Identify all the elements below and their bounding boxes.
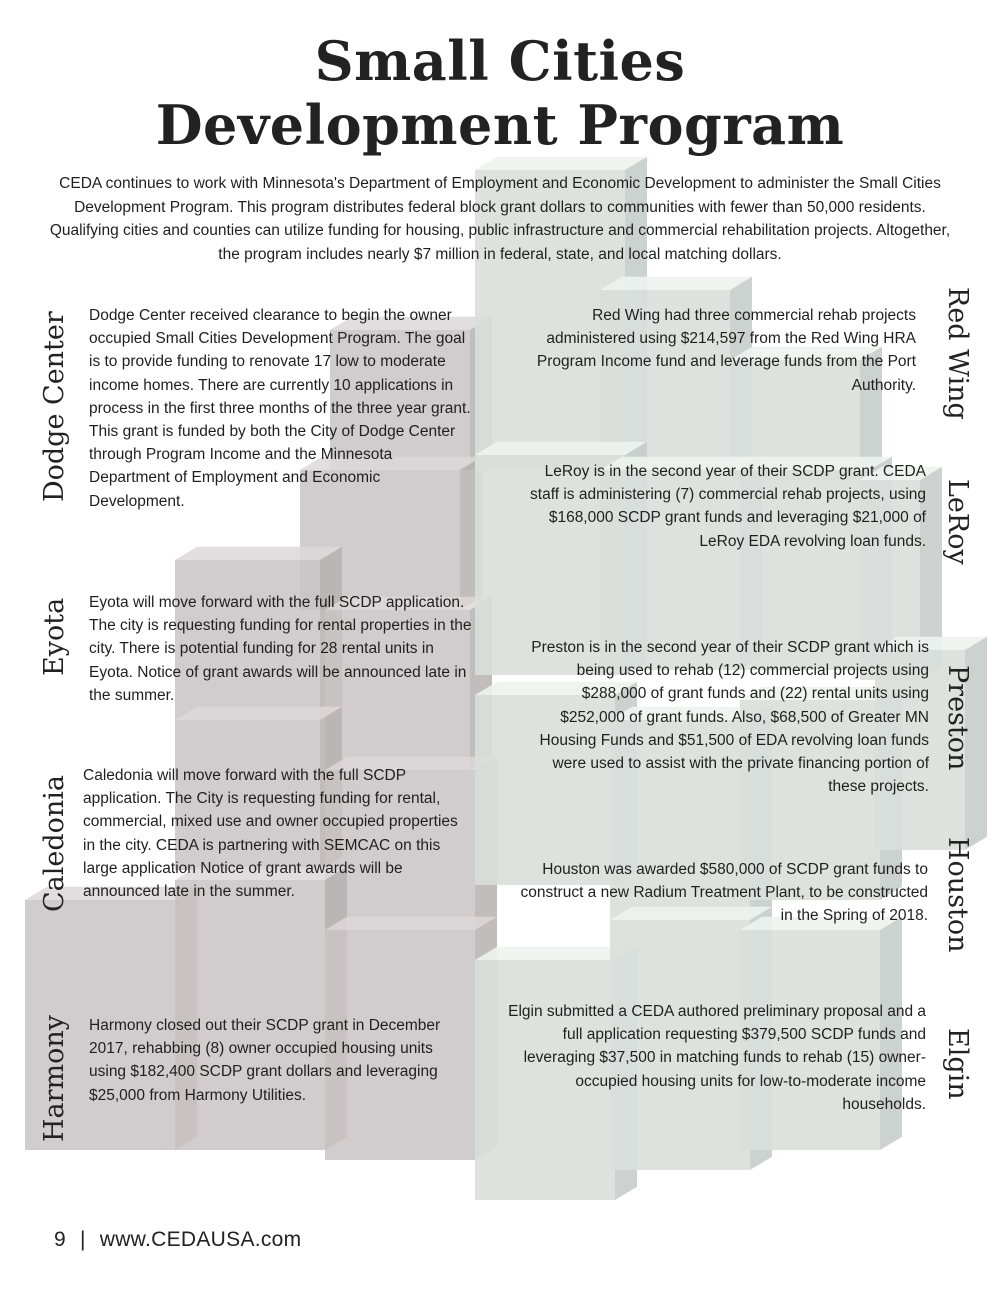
page-title-line-1: Small Cities — [314, 29, 686, 93]
city-label-leroy: LeRoy — [942, 479, 973, 565]
website-link[interactable]: www.CEDAUSA.com — [99, 1228, 302, 1251]
city-label-preston: Preston — [942, 665, 973, 771]
block-face — [475, 442, 647, 455]
caledonia-paragraph: Caledonia will move forward with the full SCDP application. The City is requesting funding for rental, commercial, mixed use and owner occupied properties in the city. CEDA is partnering with SEMCAC on this large application Notice of grant awards will be announced late in the summer. — [83, 767, 458, 901]
red-wing-paragraph: Red Wing had three commercial rehab projects administered using $214,597 from the Red Wing HRA Program Income fund and leverage funds from the Port Authority. — [536, 307, 916, 394]
city-label-houston: Houston — [942, 837, 973, 953]
block-face — [325, 917, 497, 930]
city-label-caledonia: Caledonia — [39, 774, 70, 912]
city-label-eyota: Eyota — [39, 597, 70, 676]
block-face — [175, 547, 342, 560]
page-footer — [54, 1228, 301, 1252]
dodge-center-paragraph: Dodge Center received clearance to begin the owner occupied Small Cities Development Program. The goal is to provide funding to renovate 17 low to moderate income homes. There are currently 10 applications in process in the first three months of the three year grant. This grant is funded by both the City of Dodge Center through Program Income and the Minnesota Department of Employment and Economic Development. — [89, 307, 471, 510]
houston-paragraph: Houston was awarded $580,000 of SCDP grant funds to construct a new Radium Treatment Plant, to be constructed in the Spring of 2018. — [520, 861, 928, 925]
leroy-paragraph: LeRoy is in the second year of their SCDP grant. CEDA staff is administering (7) commercial rehab projects, using $168,000 SCDP grant funds and leveraging $21,000 of LeRoy EDA revolving loan funds. — [530, 463, 926, 550]
block-face — [175, 707, 342, 720]
city-label-harmony: Harmony — [39, 1014, 70, 1142]
city-label-dodge-center: Dodge Center — [39, 311, 70, 502]
city-label-red-wing: Red Wing — [942, 287, 973, 420]
preston-paragraph: Preston is in the second year of their SCDP grant which is being used to rehab (12) commercial projects using $288,000 of grant funds and (22) rental units using $252,000 of grant funds. Also, $68,500 of Greater MN Housing Funds and $51,500 of EDA revolving loan funds were used to assist with the private financing portion of these projects. — [531, 639, 929, 796]
page-number: 9 — [54, 1228, 66, 1251]
eyota-paragraph: Eyota will move forward with the full SCDP application. The city is requesting funding for rental properties in the city. There is potential funding for 28 rental units in Eyota. Notice of grant awards will be announced late in the summer. — [89, 594, 472, 704]
elgin-paragraph: Elgin submitted a CEDA authored preliminary proposal and a full application requesting $379,500 SCDP funds and leveraging $37,500 in matching funds to rehab (15) owner-occupied housing units for low-to-moderate income households. — [508, 1003, 926, 1113]
page-title-line-2: Development Program — [155, 93, 845, 157]
harmony-paragraph: Harmony closed out their SCDP grant in December 2017, rehabbing (8) owner occupied housing units using $182,400 SCDP grant dollars and leveraging $25,000 from Harmony Utilities. — [89, 1017, 441, 1104]
intro-paragraph: CEDA continues to work with Minnesota's Department of Employment and Economic Development to administer the Small Cities Development Program. This program distributes federal block grant dollars to communities with fewer than 50,000 residents. Qualifying cities and counties can utilize funding for housing, public infrastructure and commercial rehabilitation projects. Altogether, the program includes nearly $7 million in federal, state, and local matching dollars. — [49, 175, 951, 263]
city-label-elgin: Elgin — [942, 1028, 973, 1100]
block-face — [475, 157, 647, 170]
block-face — [600, 277, 752, 290]
footer-separator: | — [79, 1228, 86, 1251]
